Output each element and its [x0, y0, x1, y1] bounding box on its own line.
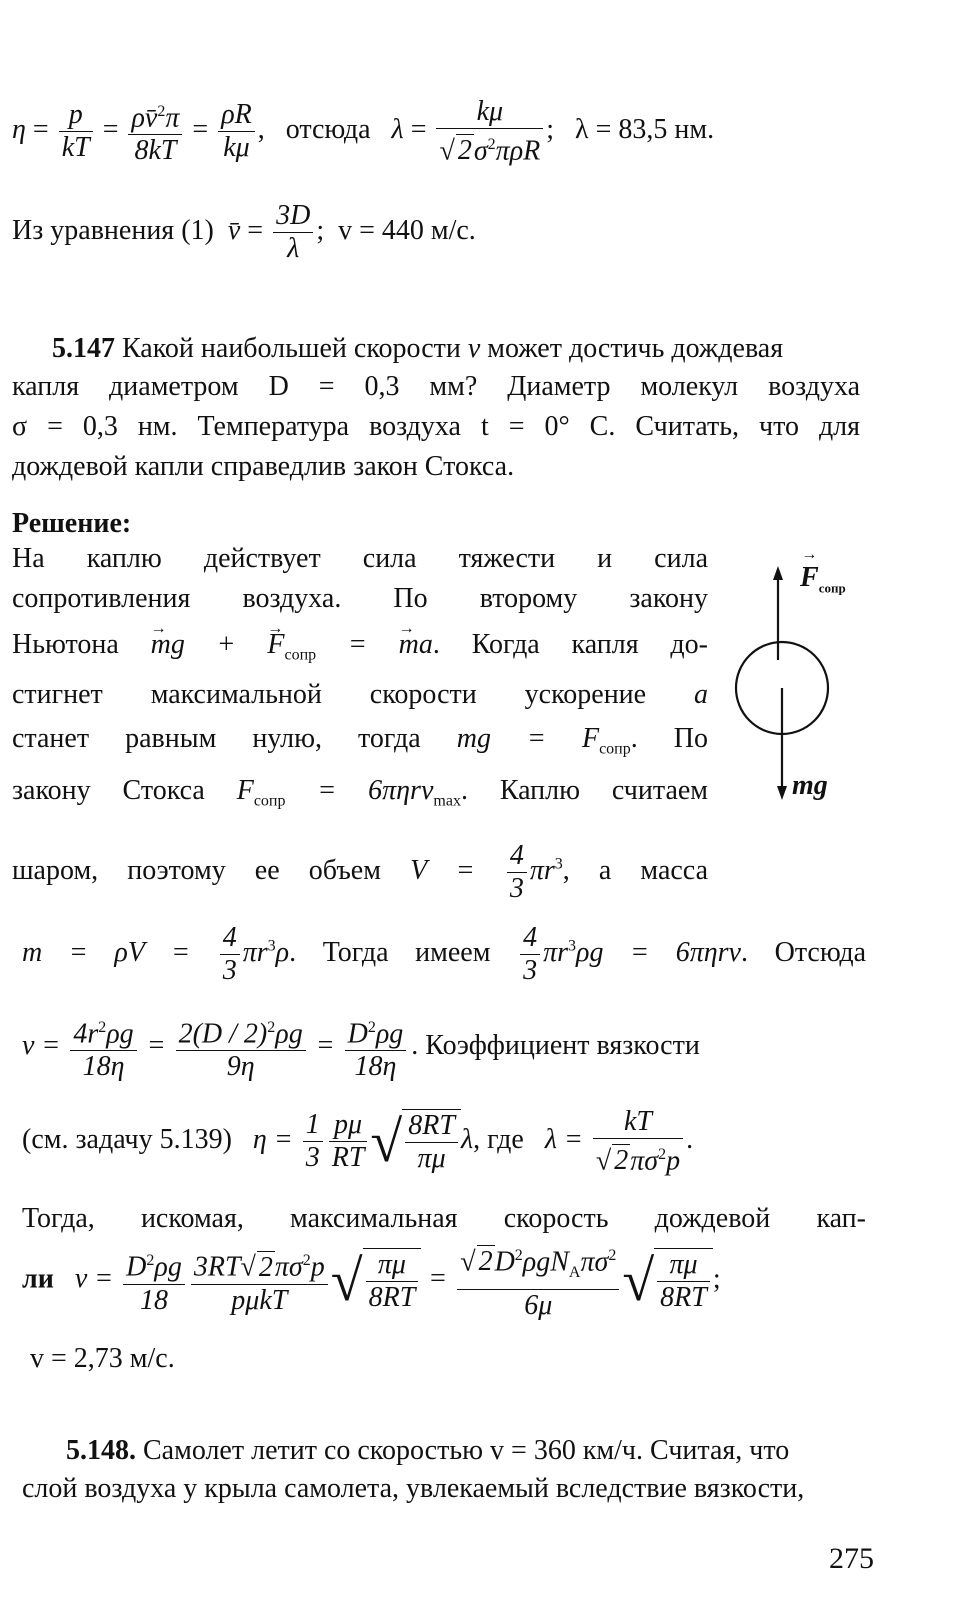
- problem-text: слой воздуха у крыла самолета, увлекаемый вследствие вязкости,: [22, 1473, 805, 1504]
- solution-line12: ли v = $\frac{D^2\rho g}{18}$ $\frac{3RT√ 2\pi\sigma^2p}{\text{pμkT}}$ √ $\frac{\pi\mu}{8RT}$ = $\frac{√ 2D^2\rho gN_A\pi\sigma^2}{6\mu}$ √ $\frac{\pi\mu}{8RT}$ ;: [22, 1240, 866, 1322]
- solution-line5: станет равным нулю, тогда mg = $F_{сопр}$. По: [12, 723, 709, 758]
- solution-line3: Ньютона mg → + $F \to_{сопр}$ = ma →. Когда капля до-: [12, 626, 708, 675]
- solution-line8: m = ρV = $\frac{4}{3}$ $\pi r^3\rho$. Тогда имеем $\frac{4}{3}$ $\pi r^3\rho g = 6\pi\eta rv$. Отсюда: [22, 922, 867, 986]
- problem-number: 5.147: [52, 333, 115, 364]
- problem-text: Считать,: [635, 411, 740, 442]
- solution-text: . Отсюда: [740, 936, 867, 968]
- problem-148-line2: [22, 1470, 804, 1508]
- problem-148-line1: [66, 1432, 789, 1470]
- solution-line1: [12, 540, 708, 578]
- text-from-equation: Из уравнения (1): [12, 214, 214, 246]
- problem-text: молекул: [640, 371, 739, 402]
- solution-text: сопротивления воздуха. По второму закону: [12, 583, 708, 614]
- problem-147-line2: [12, 368, 860, 406]
- solution-text: Ньютона: [12, 629, 119, 660]
- force-top-label: [800, 562, 846, 597]
- problem-text: капля: [12, 371, 80, 402]
- force-bottom-label: [792, 770, 828, 802]
- problem-147-line4: [12, 448, 514, 486]
- problem-text: для: [818, 411, 861, 442]
- force-up-arrowhead: [773, 566, 783, 580]
- solution-text: закону Стокса: [12, 775, 205, 806]
- problem-text: воздуха: [369, 411, 461, 442]
- formula-eta-lambda: η = $\frac{p}{kT}$ = $\frac{\rho v̄^2\pi}{8kT}$ = $\frac{\rho R}{k\mu}$ , отсюда λ = $\frac{k\mu}{√ 2\sigma^2\pi\rho R}$ ; λ = 83,5 нм.: [12, 96, 715, 167]
- solution-text: ли: [22, 1263, 54, 1295]
- solution-line4: стигнет максимальной скорости ускорение a: [12, 679, 709, 710]
- formula-velocity: Из уравнения (1) v̄ = $\frac{3D}{\lambda}$ ; v = 440 м/с.: [12, 200, 476, 264]
- solution-text: . Коэффициент вязкости: [411, 1030, 700, 1062]
- solution-text: стигнет максимальной скорости ускорение: [12, 679, 647, 710]
- solution-text: , где: [473, 1124, 524, 1156]
- solution-text: . Когда капля до-: [432, 629, 708, 660]
- lambda-result: λ = 83,5 нм.: [575, 114, 715, 146]
- problem-text: D = 0,3 мм?: [268, 371, 478, 402]
- problem-text: что: [759, 411, 799, 442]
- problem-text: воздуха: [768, 371, 860, 402]
- solution-text: (см. задачу 5.139): [22, 1124, 232, 1156]
- solution-line10: (см. задачу 5.139) η = $\frac{1}{3}$ $\frac{p\mu}{RT}$ √ $\frac{8RT}{\pi\mu}$ λ, где λ = $\frac{kT}{√ 2\pi\sigma^2p}$ .: [22, 1106, 694, 1177]
- solution-line9: v = $\frac{4r^2\rho g}{18\eta}$ = $\frac{2(D / 2)^2\rho g}{9\eta}$ = $\frac{D^2\rho g}{18\eta}$ . Коэффициент вязкости: [22, 1012, 866, 1083]
- problem-text: Температура: [197, 411, 350, 442]
- solution-text: . Тогда имеем: [289, 936, 491, 968]
- problem-text: Самолет летит со скоростью v = 360 км/ч. Считая, что: [143, 1435, 790, 1466]
- problem-text: Диаметр: [507, 371, 611, 402]
- solution-line11: [22, 1200, 866, 1238]
- problem-text: может достичь дождевая: [487, 333, 784, 364]
- solution-text: шаром, поэтому ее объем: [12, 854, 381, 886]
- solution-text: станет равным нулю, тогда: [12, 723, 421, 754]
- problem-text: дождевой капли справедлив закон Стокса.: [12, 451, 515, 482]
- problem-147-line3: [12, 408, 860, 446]
- force-top-subscript: сопр: [818, 580, 846, 596]
- solution-text: На каплю действует сила тяжести и сила: [12, 543, 708, 574]
- force-bottom-symbol: mg: [792, 770, 828, 801]
- force-down-arrowhead: [777, 786, 787, 800]
- solution-heading: [12, 505, 131, 543]
- force-top-symbol: F →: [800, 562, 819, 594]
- solution-text: Тогда, искомая, максимальная скорость дождевой кап-: [22, 1203, 866, 1234]
- problem-text: диаметром: [109, 371, 239, 402]
- problem-text: t = 0° C.: [480, 411, 616, 442]
- solution-text: . Каплю считаем: [460, 775, 709, 806]
- solution-line6: закону Стокса $F_{сопр} = 6\pi\eta rv_{max}$. Каплю считаем: [12, 775, 709, 810]
- solution-line2: [12, 580, 708, 618]
- problem-text: σ = 0,3 нм.: [12, 411, 178, 442]
- problem-147-line1: 5.147 Какой наибольшей скорости v может достичь дождевая: [52, 333, 784, 364]
- problem-text: Какой наибольшей скорости: [122, 333, 461, 364]
- solution-text: , а масса: [562, 854, 708, 886]
- text-otsyuda: отсюда: [285, 114, 371, 146]
- solution-line7: шаром, поэтому ее объем V = $\frac{4}{3}$ $\pi r^3$, а масса: [12, 840, 708, 904]
- velocity-result: v = 440 м/с.: [338, 214, 476, 246]
- solution-text: . По: [630, 723, 709, 754]
- solution-heading-text: Решение:: [12, 508, 132, 539]
- solution-result: [30, 1340, 175, 1378]
- solution-text: v = 2,73 м/с.: [30, 1343, 175, 1374]
- problem-number: 5.148.: [66, 1435, 136, 1466]
- page-number: 275: [829, 1542, 874, 1575]
